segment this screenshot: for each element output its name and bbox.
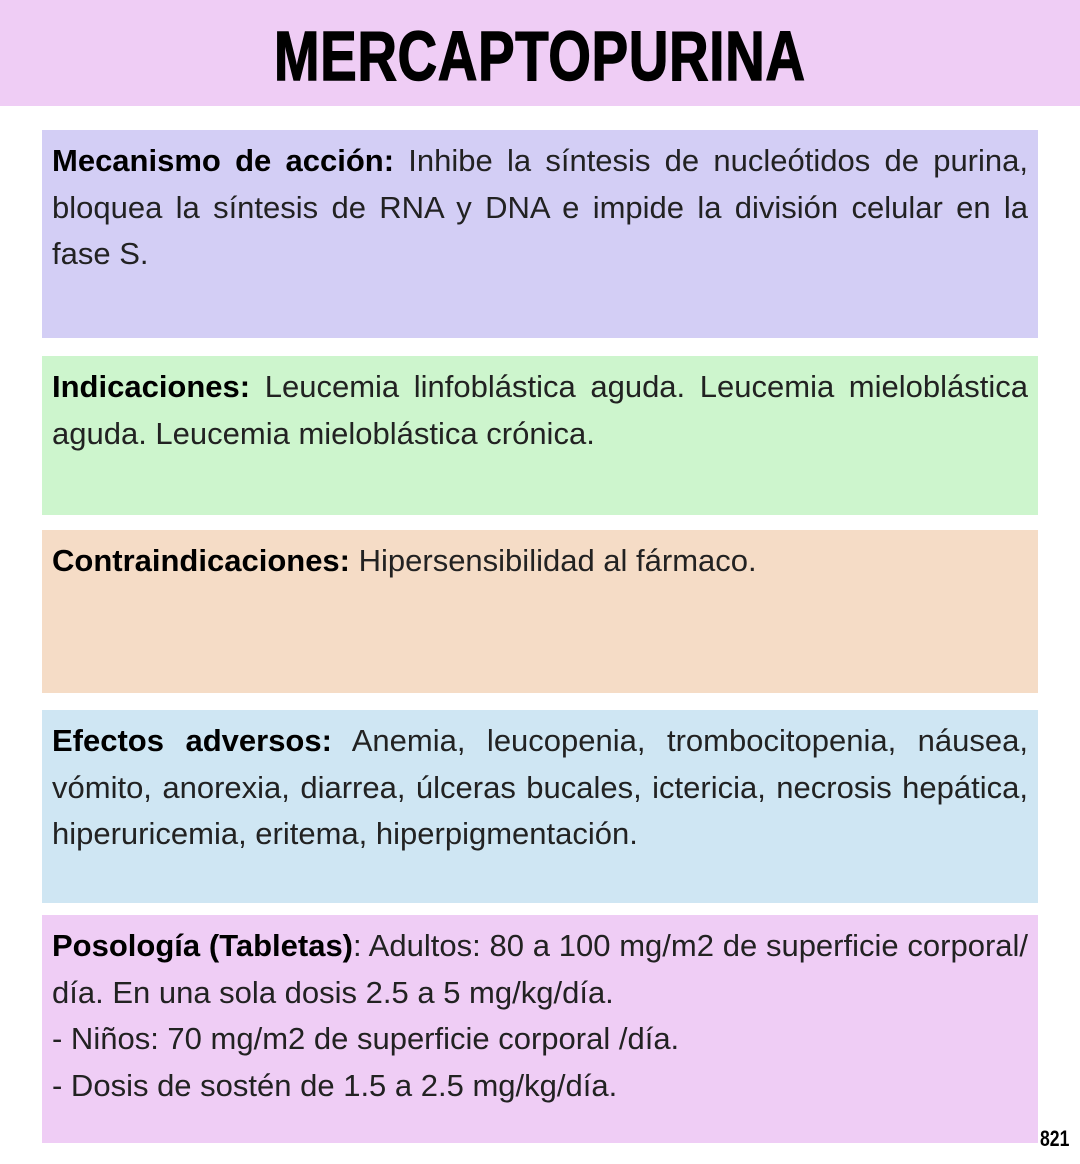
section-label: Mecanismo de acción:	[52, 143, 395, 178]
section-label: Posología (Tabletas)	[52, 928, 354, 963]
page-title: MERCAPTOPURINA	[274, 17, 806, 95]
section-posologia	[42, 915, 1038, 1143]
section-label: Efectos adversos:	[52, 723, 332, 758]
section-label: Contraindicaciones:	[52, 543, 350, 578]
section-text: : Adultos: 80 a 100 mg/m2 de superficie corporal/ día. En una sola dosis 2.5 a 5 mg/kg/día.	[52, 928, 1029, 1010]
title-banner	[0, 0, 1080, 106]
section-contraindicaciones	[42, 530, 1038, 693]
section-label: Indicaciones:	[52, 369, 251, 404]
section-mecanismo-de-accion	[42, 130, 1038, 338]
section-indicaciones	[42, 356, 1038, 515]
page-number: 821	[1040, 1126, 1070, 1151]
dose-line-sosten: - Dosis de sostén de 1.5 a 2.5 mg/kg/día.	[52, 1067, 618, 1103]
section-efectos-adversos	[42, 710, 1038, 903]
section-text: Leucemia linfoblástica aguda. Leucemia mieloblástica aguda. Leucemia mieloblástica crónica.	[52, 369, 1028, 451]
section-text: Inhibe la síntesis de nucleótidos de purina, bloquea la síntesis de RNA y DNA e impide la división celular en la fase S.	[52, 143, 1028, 271]
section-text: Anemia, leucopenia, trombocitopenia, náusea, vómito, anorexia, diarrea, úlceras bucales, ictericia, necrosis hepática, hiperuricemia, eritema, hiperpigmentación.	[52, 723, 1028, 851]
section-text: Hipersensibilidad al fármaco.	[350, 543, 757, 578]
dose-line-ninos: - Niños: 70 mg/m2 de superficie corporal /día.	[52, 1021, 680, 1056]
